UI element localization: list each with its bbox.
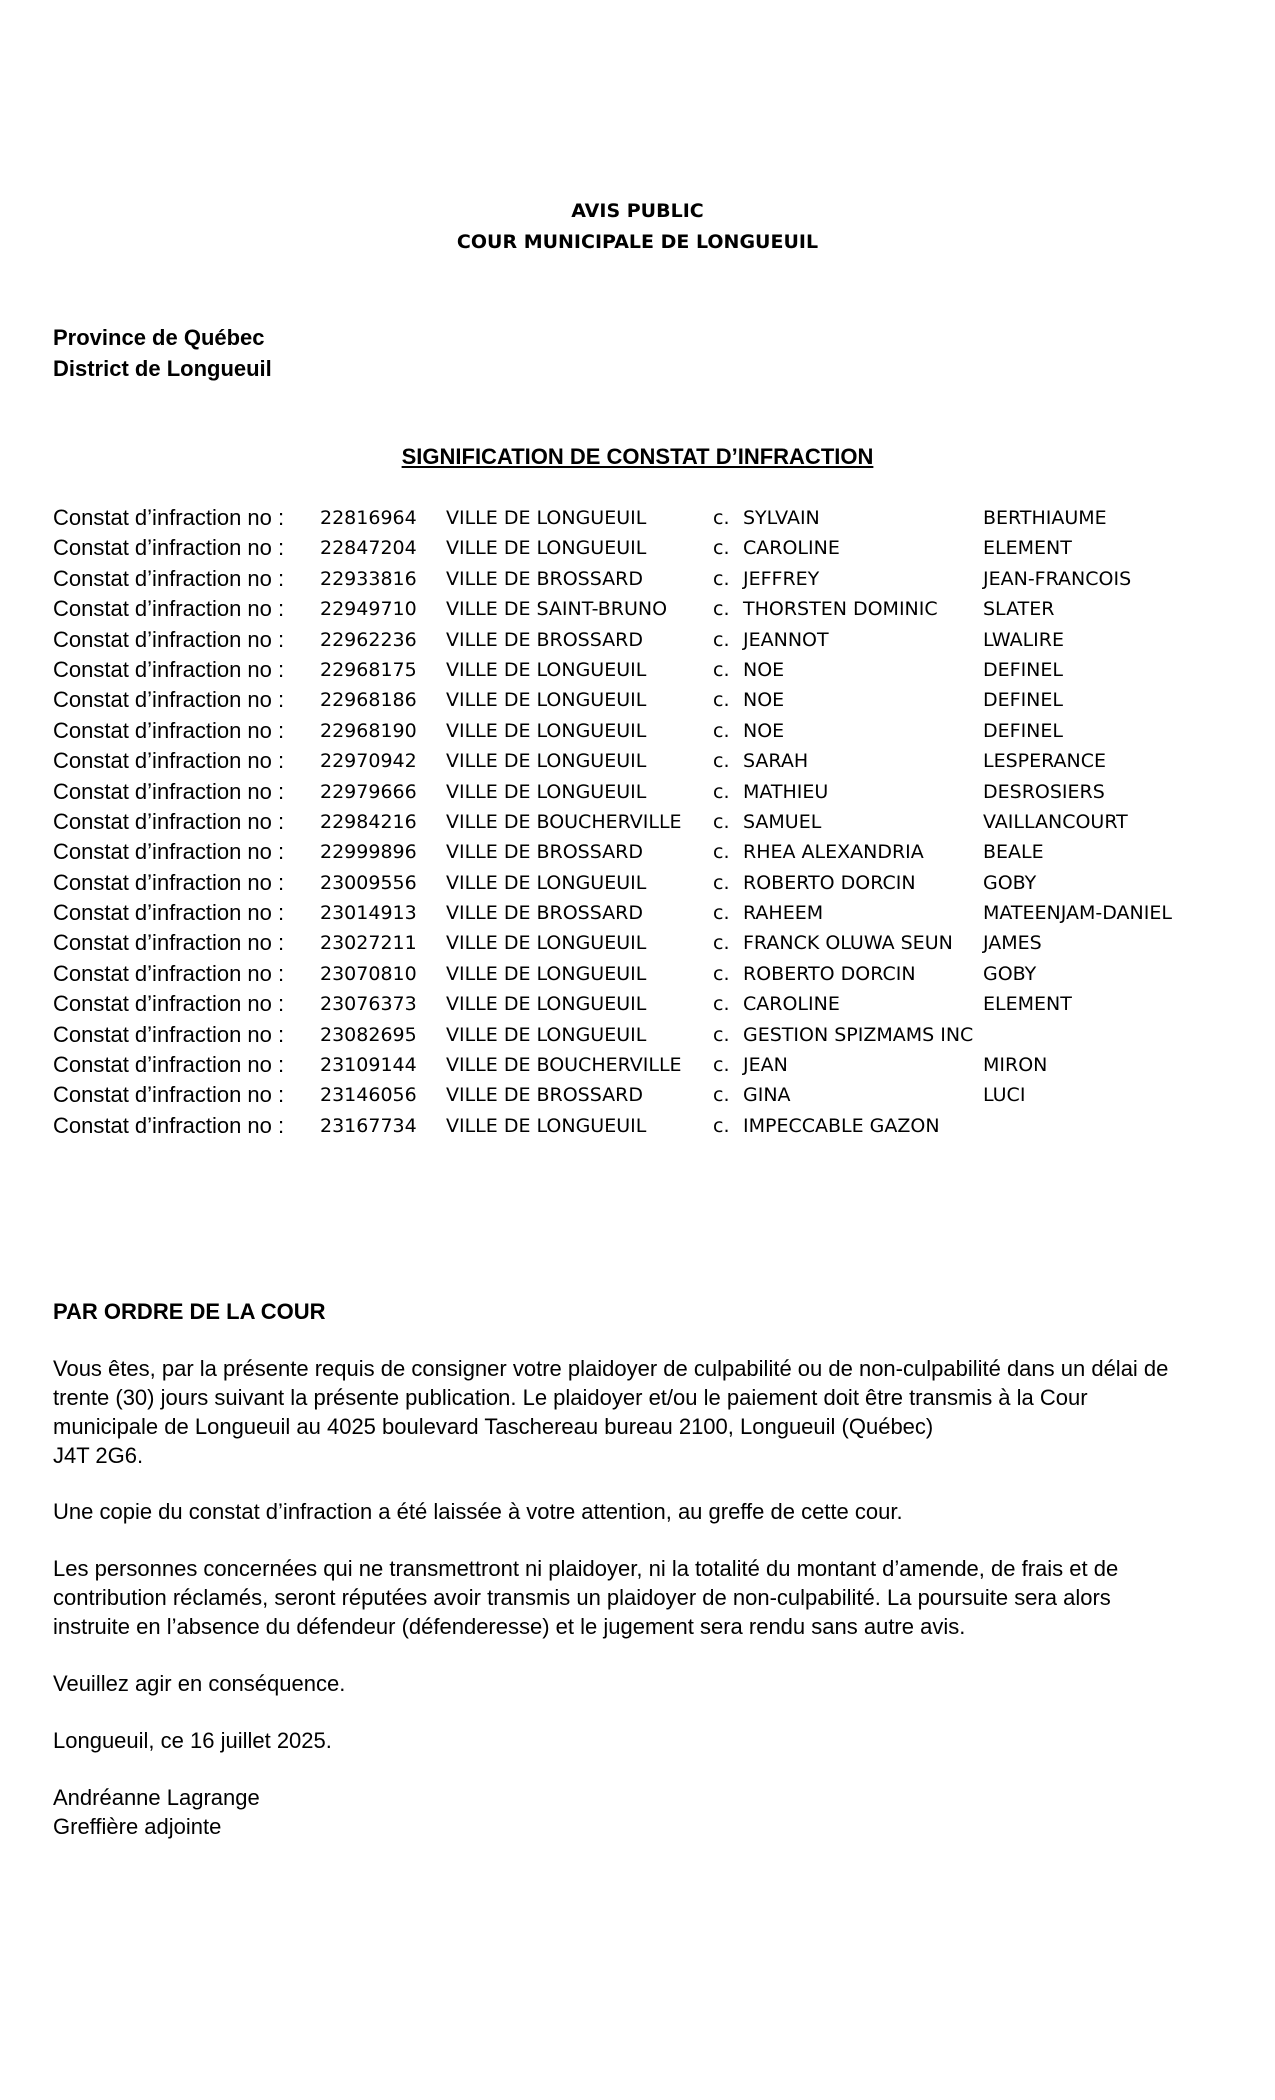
infraction-label: Constat d’infraction no : — [53, 930, 285, 956]
consequence-paragraph — [53, 1554, 1233, 1641]
infraction-label: Constat d’infraction no : — [53, 1052, 285, 1078]
defendant-last-name: MIRON — [983, 1054, 1048, 1077]
infraction-label: Constat d’infraction no : — [53, 960, 285, 986]
infraction-row — [53, 685, 1253, 715]
defendant-first-name: RHEA ALEXANDRIA — [743, 841, 924, 864]
defendant-last-name: LWALIRE — [983, 628, 1064, 651]
infraction-label: Constat d’infraction no : — [53, 748, 285, 774]
defendant-first-name: ROBERTO DORCIN — [743, 962, 916, 985]
infraction-label: Constat d’infraction no : — [53, 1112, 285, 1138]
prosecutor-city: VILLE DE BOUCHERVILLE — [446, 1054, 682, 1077]
defendant-first-name: JEFFREY — [743, 567, 820, 590]
prosecutor-city: VILLE DE LONGUEUIL — [446, 658, 647, 681]
infraction-label: Constat d’infraction no : — [53, 808, 285, 834]
defendant-last-name: GOBY — [983, 962, 1037, 985]
infraction-label: Constat d’infraction no : — [53, 778, 285, 804]
infraction-number: 23014913 — [320, 902, 417, 925]
defendant-first-name: GINA — [743, 1084, 791, 1107]
versus-marker: c. — [713, 871, 730, 894]
defendant-first-name: MATHIEU — [743, 780, 829, 803]
defendant-last-name: JEAN-FRANCOIS — [983, 567, 1132, 590]
defendant-last-name: DEFINEL — [983, 658, 1063, 681]
defendant-last-name: ELEMENT — [983, 993, 1072, 1016]
infraction-number: 22968175 — [320, 658, 417, 681]
infraction-row — [53, 928, 1253, 958]
infraction-label: Constat d’infraction no : — [53, 900, 285, 926]
defendant-last-name: ELEMENT — [983, 537, 1072, 560]
infraction-label: Constat d’infraction no : — [53, 687, 285, 713]
province-label: Province de Québec — [53, 325, 265, 350]
prosecutor-city: VILLE DE SAINT-BRUNO — [446, 598, 668, 621]
versus-marker: c. — [713, 780, 730, 803]
infraction-label: Constat d’infraction no : — [53, 656, 285, 682]
versus-marker: c. — [713, 719, 730, 742]
defendant-first-name: JEANNOT — [743, 628, 829, 651]
defendant-first-name: ROBERTO DORCIN — [743, 871, 916, 894]
infraction-number: 22968186 — [320, 689, 417, 712]
defendant-last-name: BEALE — [983, 841, 1044, 864]
plea-paragraph-line: J4T 2G6. — [53, 1443, 144, 1468]
infraction-row — [53, 959, 1253, 989]
notice-type: AVIS PUBLIC — [571, 200, 704, 222]
defendant-last-name: LESPERANCE — [983, 750, 1107, 773]
infraction-number: 23167734 — [320, 1114, 417, 1137]
versus-marker: c. — [713, 507, 730, 529]
prosecutor-city: VILLE DE BROSSARD — [446, 1084, 643, 1107]
versus-marker: c. — [713, 658, 730, 681]
infraction-number: 23076373 — [320, 993, 417, 1016]
defendant-last-name: JAMES — [983, 932, 1042, 955]
prosecutor-city: VILLE DE LONGUEUIL — [446, 932, 647, 955]
infraction-label: Constat d’infraction no : — [53, 869, 285, 895]
plea-paragraph-line: municipale de Longueuil au 4025 boulevard Taschereau bureau 2100, Longueuil (Québec) — [53, 1414, 934, 1439]
signature-block — [53, 1783, 1233, 1841]
infraction-label: Constat d’infraction no : — [53, 839, 285, 865]
section-title: SIGNIFICATION DE CONSTAT D’INFRACTION — [401, 444, 874, 469]
infraction-row — [53, 1050, 1253, 1080]
prosecutor-city: VILLE DE LONGUEUIL — [446, 689, 647, 712]
versus-marker: c. — [713, 1023, 730, 1046]
prosecutor-city: VILLE DE LONGUEUIL — [446, 780, 647, 803]
defendant-first-name: SAMUEL — [743, 810, 822, 833]
infraction-row — [53, 1111, 1253, 1141]
signatory-title: Greffière adjointe — [53, 1814, 222, 1839]
versus-marker: c. — [713, 750, 730, 773]
versus-marker: c. — [713, 1054, 730, 1077]
court-name: COUR MUNICIPALE DE LONGUEUIL — [456, 231, 819, 253]
defendant-first-name: GESTION SPIZMAMS INC — [743, 1023, 974, 1046]
defendant-last-name: SLATER — [983, 598, 1055, 621]
infraction-row — [53, 533, 1253, 563]
infraction-row — [53, 1020, 1253, 1050]
infraction-row — [53, 564, 1253, 594]
infraction-number: 22970942 — [320, 750, 417, 773]
prosecutor-city: VILLE DE LONGUEUIL — [446, 750, 647, 773]
defendant-first-name: RAHEEM — [743, 902, 824, 925]
defendant-first-name: SARAH — [743, 750, 809, 773]
prosecutor-city: VILLE DE LONGUEUIL — [446, 507, 647, 529]
infraction-number: 22968190 — [320, 719, 417, 742]
consequence-paragraph-line: Les personnes concernées qui ne transmettront ni plaidoyer, ni la totalité du montant d’amende, de frais et de — [53, 1556, 1119, 1581]
plea-paragraph-line: Vous êtes, par la présente requis de consigner votre plaidoyer de culpabilité ou de non-culpabilité dans un délai de — [53, 1356, 1169, 1381]
versus-marker: c. — [713, 598, 730, 621]
infraction-number: 22933816 — [320, 567, 417, 590]
signatory-name: Andréanne Lagrange — [53, 1785, 260, 1810]
versus-marker: c. — [713, 689, 730, 712]
prosecutor-city: VILLE DE LONGUEUIL — [446, 871, 647, 894]
versus-marker: c. — [713, 841, 730, 864]
versus-marker: c. — [713, 537, 730, 560]
defendant-first-name: SYLVAIN — [743, 507, 820, 529]
infraction-row — [53, 989, 1253, 1019]
defendant-first-name: CAROLINE — [743, 993, 840, 1016]
infraction-number: 22979666 — [320, 780, 417, 803]
infraction-label: Constat d’infraction no : — [53, 626, 285, 652]
infraction-row — [53, 868, 1253, 898]
versus-marker: c. — [713, 810, 730, 833]
versus-marker: c. — [713, 567, 730, 590]
infraction-label: Constat d’infraction no : — [53, 505, 285, 530]
prosecutor-city: VILLE DE LONGUEUIL — [446, 1114, 647, 1137]
infraction-row — [53, 594, 1253, 624]
versus-marker: c. — [713, 1084, 730, 1107]
infraction-label: Constat d’infraction no : — [53, 991, 285, 1017]
prosecutor-city: VILLE DE LONGUEUIL — [446, 537, 647, 560]
jurisdiction-block — [53, 322, 272, 384]
prosecutor-city: VILLE DE LONGUEUIL — [446, 962, 647, 985]
infraction-number: 23146056 — [320, 1084, 417, 1107]
infraction-number: 22962236 — [320, 628, 417, 651]
infraction-row — [53, 655, 1253, 685]
prosecutor-city: VILLE DE LONGUEUIL — [446, 993, 647, 1016]
defendant-last-name: MATEENJAM-DANIEL — [983, 902, 1172, 925]
defendant-first-name: IMPECCABLE GAZON — [743, 1114, 940, 1137]
prosecutor-city: VILLE DE BOUCHERVILLE — [446, 810, 682, 833]
prosecutor-city: VILLE DE LONGUEUIL — [446, 719, 647, 742]
prosecutor-city: VILLE DE BROSSARD — [446, 628, 643, 651]
infraction-number: 22816964 — [320, 507, 417, 529]
infraction-row — [53, 837, 1253, 867]
defendant-first-name: FRANCK OLUWA SEUN — [743, 932, 953, 955]
defendant-first-name: CAROLINE — [743, 537, 840, 560]
place-date: Longueuil, ce 16 juillet 2025. — [53, 1728, 332, 1753]
versus-marker: c. — [713, 628, 730, 651]
copy-paragraph: Une copie du constat d’infraction a été laissée à votre attention, au greffe de cette cour. — [53, 1499, 903, 1524]
defendant-first-name: NOE — [743, 658, 785, 681]
prosecutor-city: VILLE DE BROSSARD — [446, 902, 643, 925]
prosecutor-city: VILLE DE LONGUEUIL — [446, 1023, 647, 1046]
defendant-first-name: JEAN — [743, 1054, 788, 1077]
plea-paragraph-line: trente (30) jours suivant la présente publication. Le plaidoyer et/ou le paiement doit être transmis à la Cour — [53, 1385, 1088, 1410]
infraction-number: 22847204 — [320, 537, 417, 560]
infraction-number: 23109144 — [320, 1054, 417, 1077]
infraction-number: 23027211 — [320, 932, 417, 955]
notice-header — [0, 196, 1275, 258]
defendant-last-name: GOBY — [983, 871, 1037, 894]
defendant-first-name: NOE — [743, 689, 785, 712]
versus-marker: c. — [713, 932, 730, 955]
versus-marker: c. — [713, 962, 730, 985]
defendant-last-name: DEFINEL — [983, 719, 1063, 742]
versus-marker: c. — [713, 1114, 730, 1137]
infraction-label: Constat d’infraction no : — [53, 1021, 285, 1047]
prosecutor-city: VILLE DE BROSSARD — [446, 567, 643, 590]
act-accordingly: Veuillez agir en conséquence. — [53, 1671, 346, 1696]
infraction-row — [53, 1080, 1253, 1110]
infraction-row — [53, 777, 1253, 807]
infraction-label: Constat d’infraction no : — [53, 717, 285, 743]
defendant-last-name: DEFINEL — [983, 689, 1063, 712]
infraction-row — [53, 807, 1253, 837]
infraction-number: 23009556 — [320, 871, 417, 894]
defendant-first-name: NOE — [743, 719, 785, 742]
versus-marker: c. — [713, 902, 730, 925]
infraction-row — [53, 625, 1253, 655]
infraction-label: Constat d’infraction no : — [53, 565, 285, 591]
district-label: District de Longueuil — [53, 356, 272, 381]
infraction-row — [53, 898, 1253, 928]
defendant-last-name: LUCI — [983, 1084, 1026, 1107]
consequence-paragraph-line: contribution réclamés, seront réputées avoir transmis un plaidoyer de non-culpabilité. La poursuite sera alors — [53, 1585, 1111, 1610]
infraction-number: 22949710 — [320, 598, 417, 621]
infraction-label: Constat d’infraction no : — [53, 535, 285, 561]
consequence-paragraph-line: instruite en l’absence du défendeur (défenderesse) et le jugement sera rendu sans autre avis. — [53, 1614, 966, 1639]
defendant-last-name: VAILLANCOURT — [983, 810, 1128, 833]
infraction-number: 22984216 — [320, 810, 417, 833]
defendant-last-name: DESROSIERS — [983, 780, 1105, 803]
prosecutor-city: VILLE DE BROSSARD — [446, 841, 643, 864]
infraction-row — [53, 503, 1253, 533]
versus-marker: c. — [713, 993, 730, 1016]
defendant-first-name: THORSTEN DOMINIC — [743, 598, 938, 621]
infraction-row — [53, 716, 1253, 746]
infraction-number: 23070810 — [320, 962, 417, 985]
order-title: PAR ORDRE DE LA COUR — [53, 1299, 326, 1324]
infraction-label: Constat d’infraction no : — [53, 596, 285, 622]
infractions-list — [53, 503, 1253, 1141]
infraction-number: 22999896 — [320, 841, 417, 864]
infraction-row — [53, 746, 1253, 776]
infraction-label: Constat d’infraction no : — [53, 1082, 285, 1108]
plea-paragraph — [53, 1354, 1233, 1470]
defendant-last-name: BERTHIAUME — [983, 507, 1107, 529]
infraction-number: 23082695 — [320, 1023, 417, 1046]
